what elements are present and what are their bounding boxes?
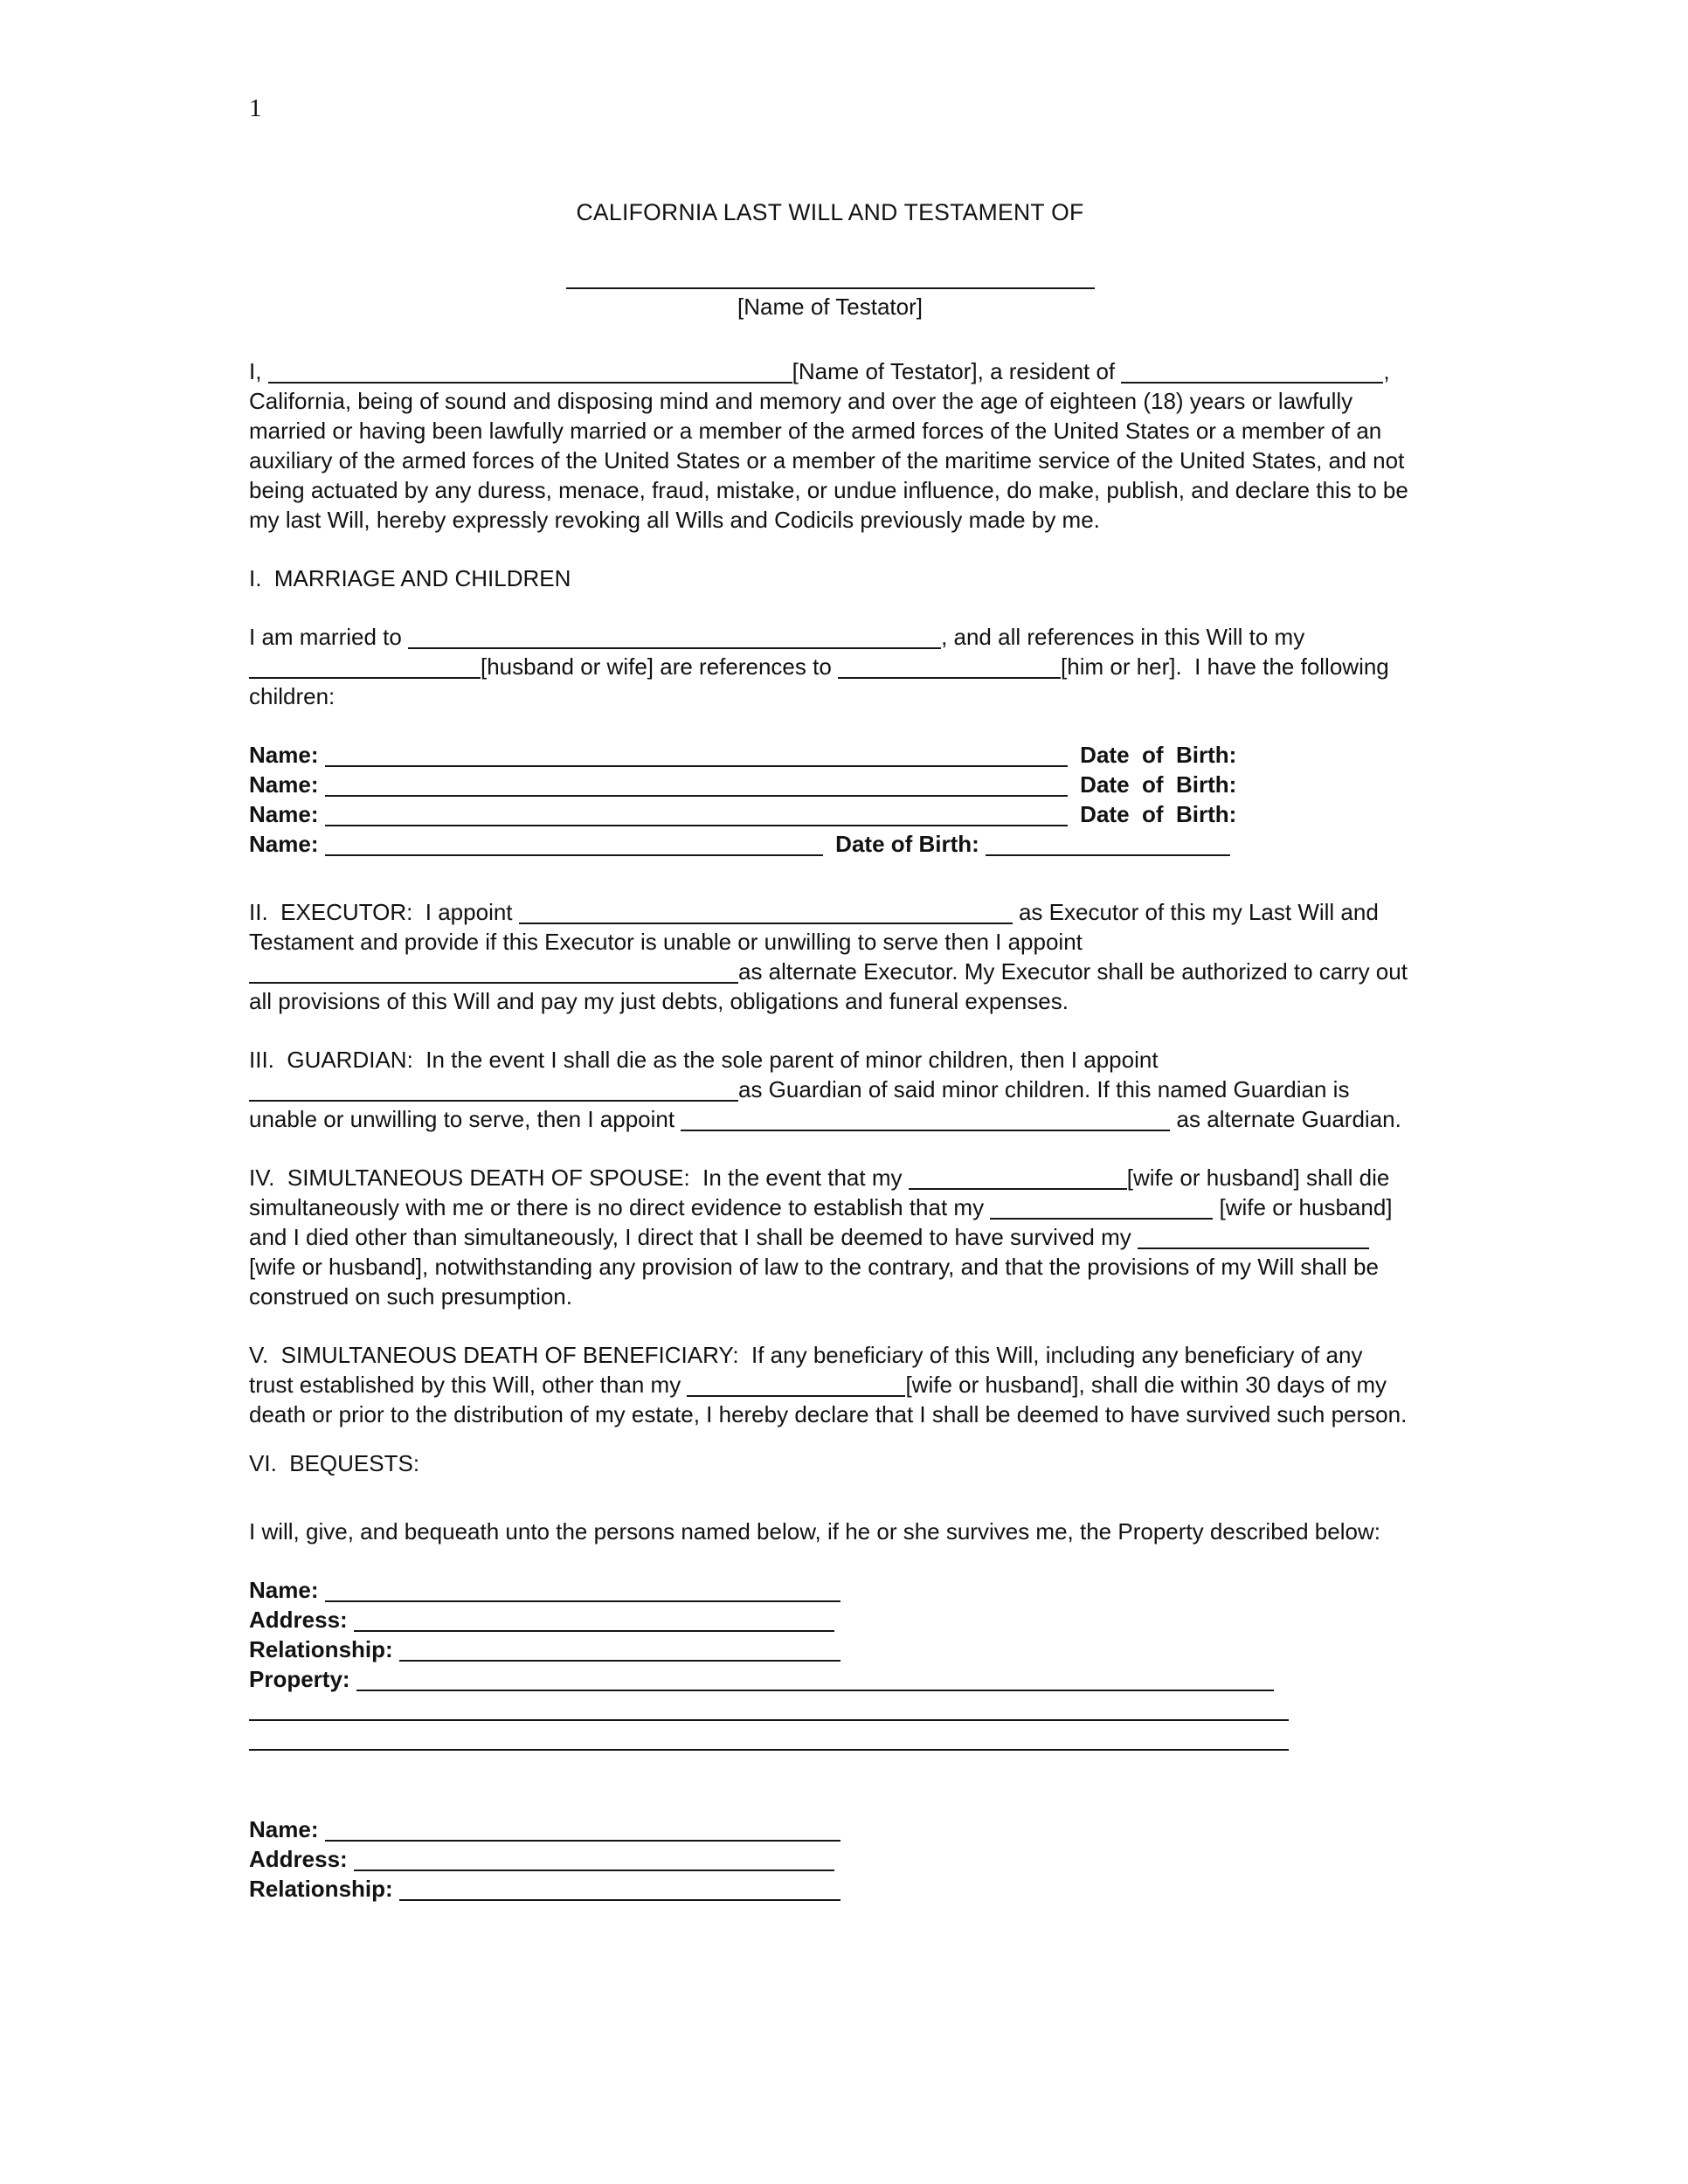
child-row [249, 770, 1411, 799]
guardian-name-field[interactable] [249, 1094, 738, 1102]
name-label: Name: [249, 1816, 319, 1842]
property-continuation-row [249, 1694, 1411, 1724]
text-run [318, 1816, 324, 1842]
section-heading-marriage-and-children [249, 563, 1411, 593]
him-or-her-field[interactable] [838, 671, 1061, 679]
text-run: III. GUARDIAN: In the event I shall die as the sole parent of minor children, then I appoint [249, 1047, 1165, 1073]
executor-name-field[interactable] [519, 916, 1013, 924]
property-continuation-field[interactable] [249, 1743, 1289, 1751]
name-label: Name: [249, 771, 319, 798]
text-run: , California, being of sound and disposing mind and memory and over the age of eighteen (18) years or lawfully married or having been lawfully married or a member of the armed forces of the United States or a member of an auxiliary of the armed forces of the United States or a member of the maritime service of the United States, and not being actuated by any duress, menace, fraud, mistake, or undue influence, do make, publish, and declare this to be my last Will, hereby expressly revoking all Wills and Codicils previously made by me. [249, 358, 1415, 533]
beneficiary-name-field[interactable] [325, 1834, 841, 1842]
marriage-paragraph [249, 622, 1411, 711]
text-run: I, [249, 358, 268, 384]
date-of-birth-label: Date of Birth: [1080, 801, 1237, 827]
text-run: I am married to [249, 624, 409, 650]
city-field[interactable] [1121, 376, 1383, 384]
alternate-guardian-field[interactable] [681, 1123, 1170, 1131]
section-simultaneous-death-of-spouse [249, 1163, 1411, 1311]
text-run: II. EXECUTOR: I appoint [249, 899, 519, 925]
text-run [348, 1607, 354, 1633]
text-run [318, 801, 324, 827]
relationship-label: Relationship: [249, 1636, 393, 1662]
text-run: as Guardian of said minor children. If this named Guardian is unable or unwilling to serve, then I appoint [249, 1076, 1356, 1132]
text-run [318, 1577, 324, 1603]
page-number: 1 [249, 94, 262, 122]
property-label: Property: [249, 1666, 350, 1692]
document-body [249, 262, 1415, 1904]
text-run: [husband or wife] are references to [481, 653, 839, 680]
text-run [318, 771, 324, 798]
document-title: CALIFORNIA LAST WILL AND TESTAMENT OF [576, 199, 1084, 225]
date-of-birth-label: Date of Birth: [1080, 771, 1237, 798]
text-run [823, 831, 835, 857]
section-heading-bequests [249, 1448, 1411, 1478]
beneficiary-relationship-field[interactable] [399, 1893, 841, 1901]
text-run [1068, 771, 1080, 798]
text-run [1068, 801, 1080, 827]
beneficiary-name-row [249, 1814, 1411, 1844]
wife-or-husband-field[interactable] [687, 1389, 905, 1397]
bequests-intro [249, 1517, 1411, 1546]
testator-name-field[interactable] [566, 281, 1095, 289]
opening-paragraph [249, 356, 1415, 535]
text-run: IV. SIMULTANEOUS DEATH OF SPOUSE: In the event that my [249, 1165, 909, 1191]
text-run: [wife or husband] shall die simultaneously with me or there is no direct evidence to establish that my [249, 1165, 1396, 1220]
wife-or-husband-field[interactable] [1138, 1241, 1369, 1249]
text-run [393, 1636, 399, 1662]
text-run: V. SIMULTANEOUS DEATH OF BENEFICIARY: If any beneficiary of this Will, including any beneficiary of any trust established by this Will, other than my [249, 1342, 1369, 1398]
address-label: Address: [249, 1607, 348, 1633]
beneficiary-address-row [249, 1844, 1411, 1874]
name-label: Name: [249, 742, 319, 768]
text-run: as Executor of this my Last Will and Testament and provide if this Executor is unable or unwilling to serve then I appoint [249, 899, 1385, 955]
text-run: VI. BEQUESTS: [249, 1450, 420, 1476]
beneficiary-name-row [249, 1575, 1411, 1605]
beneficiary-relationship-row [249, 1874, 1411, 1904]
text-run: [him or her]. I have the following children: [249, 653, 1395, 709]
wife-or-husband-field[interactable] [990, 1212, 1213, 1220]
text-run [348, 1846, 354, 1872]
date-of-birth-label: Date of Birth: [1080, 742, 1237, 768]
alternate-executor-field[interactable] [249, 976, 738, 984]
text-run: [wife or husband] and I died other than simultaneously, I direct that I shall be deemed to have survived my [249, 1194, 1399, 1250]
section-simultaneous-death-of-beneficiary [249, 1340, 1411, 1429]
relationship-label: Relationship: [249, 1876, 393, 1902]
beneficiary-relationship-row [249, 1635, 1411, 1664]
text-run: [wife or husband], shall die within 30 days of my death or prior to the distribution of my estate, I hereby declare that I shall be deemed to have survived such person. [249, 1372, 1408, 1427]
testator-name-caption [249, 292, 1411, 321]
beneficiary-address-field[interactable] [354, 1624, 834, 1632]
text-run: [Name of Testator], a resident of [792, 358, 1122, 384]
text-run [318, 831, 324, 857]
section-guardian [249, 1045, 1411, 1134]
address-label: Address: [249, 1846, 348, 1872]
child-name-field[interactable] [325, 848, 823, 856]
property-description-field[interactable] [356, 1683, 1274, 1691]
beneficiary-relationship-field[interactable] [399, 1654, 841, 1662]
child-dob-field[interactable] [986, 848, 1230, 856]
child-row [249, 799, 1411, 829]
text-run: [Name of Testator] [737, 294, 923, 320]
text-run: as alternate Guardian. [1170, 1106, 1401, 1132]
section-executor [249, 897, 1415, 1016]
spouse-name-field[interactable] [408, 641, 941, 649]
text-run: I will, give, and bequeath unto the persons named below, if he or she survives me, the Property described below: [249, 1518, 1380, 1545]
text-run [318, 742, 324, 768]
husband-or-wife-field[interactable] [249, 671, 481, 679]
text-run: , and all references in this Will to my [941, 624, 1311, 650]
testator-name-line [249, 262, 1411, 292]
text-run [393, 1876, 399, 1902]
property-continuation-field[interactable] [249, 1713, 1289, 1721]
property-continuation-row [249, 1724, 1411, 1753]
text-run [350, 1666, 356, 1692]
name-label: Name: [249, 831, 319, 857]
text-run [1068, 742, 1080, 768]
child-name-field[interactable] [325, 819, 1068, 826]
text-run [979, 831, 986, 857]
name-label: Name: [249, 801, 319, 827]
wife-or-husband-field[interactable] [909, 1182, 1127, 1190]
beneficiary-name-field[interactable] [325, 1594, 841, 1602]
beneficiary-address-row [249, 1605, 1411, 1635]
beneficiary-address-field[interactable] [354, 1863, 834, 1871]
testator-name-field[interactable] [268, 376, 792, 384]
child-row [249, 829, 1411, 859]
text-run: as alternate Executor. My Executor shall be authorized to carry out all provisions of this Will and pay my just debts, obligations and funeral expenses. [249, 958, 1415, 1014]
text-run: I. MARRIAGE AND CHILDREN [249, 565, 571, 591]
date-of-birth-label: Date of Birth: [835, 831, 979, 857]
child-name-field[interactable] [325, 759, 1068, 767]
child-row [249, 740, 1411, 770]
name-label: Name: [249, 1577, 319, 1603]
child-name-field[interactable] [325, 789, 1068, 797]
text-run: [wife or husband], notwithstanding any provision of law to the contrary, and that the provisions of my Will shall be construed on such presumption. [249, 1254, 1386, 1310]
property-row [249, 1664, 1411, 1694]
